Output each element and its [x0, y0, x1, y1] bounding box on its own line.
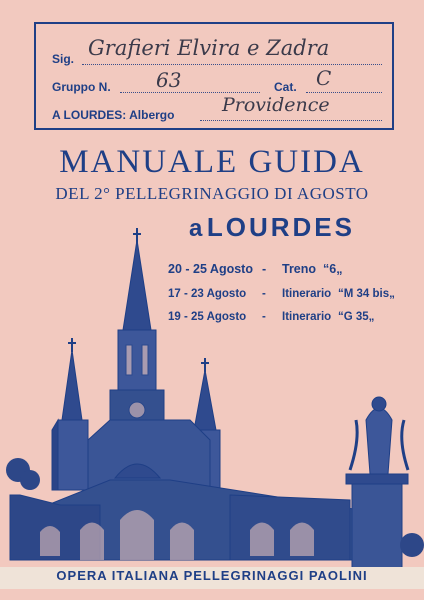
schedule-label-3: Itinerario [282, 311, 332, 323]
schedule-code-2: “M 34 bis„ [338, 288, 395, 300]
left-spire [62, 350, 82, 420]
title-a: a [189, 215, 203, 242]
schedule-sep-1: - [262, 262, 267, 276]
sig-handwritten-value: Grafieri Elvira e Zadra [88, 36, 330, 60]
right-spire [194, 370, 216, 430]
schedule-code-3: “G 35„ [338, 311, 375, 323]
schedule-label-1: Treno [282, 262, 317, 276]
gruppo-handwritten-value: 63 [156, 68, 182, 92]
schedule-dates-2: 17 - 23 Agosto [168, 288, 247, 300]
schedule-sep-2: - [262, 288, 266, 300]
cat-label: Cat. [274, 80, 297, 94]
gruppo-label: Gruppo N. [52, 80, 111, 94]
statue-pedestal [352, 480, 402, 568]
central-spire [123, 240, 151, 330]
schedule-code-1: “6„ [323, 262, 343, 276]
sig-label: Sig. [52, 52, 75, 66]
title-line-2: DEL 2° PELLEGRINAGGIO DI AGOSTO [55, 184, 369, 203]
cat-handwritten-value: C [316, 66, 332, 90]
schedule-dates-3: 19 - 25 Agosto [168, 311, 247, 323]
schedule-dates-1: 20 - 25 Agosto [168, 262, 253, 276]
schedule-sep-3: - [262, 311, 266, 323]
madonna-statue [366, 408, 392, 474]
albergo-label: A LOURDES: Albergo [52, 108, 175, 122]
schedule-label-2: Itinerario [282, 288, 332, 300]
title-lourdes: LOURDES [206, 212, 355, 242]
albergo-handwritten-value: Providence [222, 94, 330, 116]
title-line-1: MANUALE GUIDA [59, 144, 365, 180]
publisher-name: OPERA ITALIANA PELLEGRINAGGI PAOLINI [56, 568, 368, 583]
